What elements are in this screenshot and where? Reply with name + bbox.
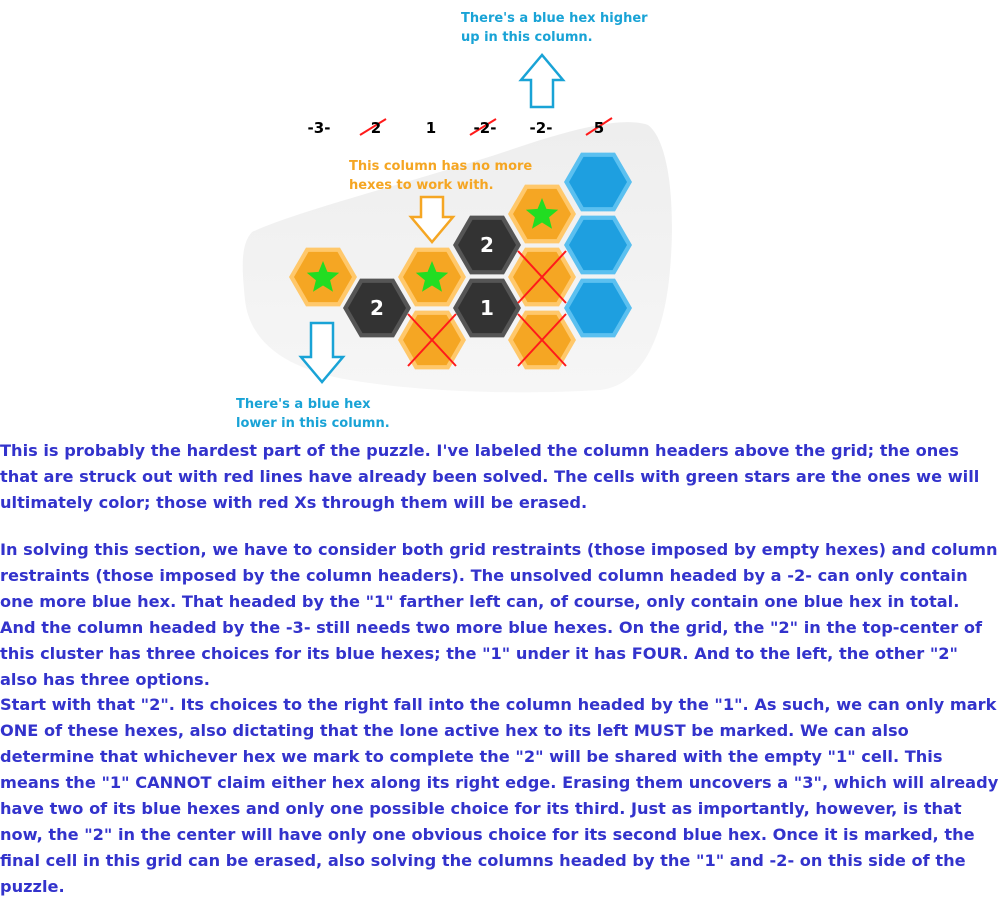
column-header: 2 <box>370 119 382 137</box>
puzzle-figure <box>0 0 1000 440</box>
up-arrow-icon <box>521 55 563 107</box>
clue-number: 2 <box>370 296 384 320</box>
annotation-top: There's a blue hex higher up in this column. <box>461 11 648 45</box>
column-header: -3- <box>307 119 331 137</box>
paragraph: In solving this section, we have to consider both grid restraints (those imposed by empty hexes) and column restraints (those imposed by the column headers). The unsolved column headed by a -2- can only contain one more blue hex. That headed by the "1" farther left can, of course, only contain one blue hex in total. And the column headed by the -3- still needs two more blue hexes. On the grid, the "2" in the top-center of this cluster has three choices for its blue hexes; the "1" under it has FOUR. And to the left, the other "2" also has three options. <box>0 540 998 689</box>
clue-number: 2 <box>480 233 494 257</box>
column-header: -2- <box>529 119 553 137</box>
annotation-bottom: There's a blue hex lower in this column. <box>236 397 390 431</box>
annotation-middle: This column has no more hexes to work with. <box>349 159 533 193</box>
column-header: 1 <box>425 119 437 137</box>
column-header: -2- <box>473 119 497 137</box>
paragraph: Start with that "2". Its choices to the right fall into the column headed by the "1". As such, we can only mark ONE of these hexes, also dictating that the lone active hex to its left MUST be marked. We can also determine that whichever hex we mark to complete the "2" will be shared with the empty "1" cell. This means the "1" CANNOT claim either hex along its right edge. Erasing them uncovers a "3", which will already have two of its blue hexes and only one possible choice for its third. Just as importantly, however, is that now, the "2" in the center will have only one obvious choice for its second blue hex. Once it is marked, the final cell in this grid can be erased, also solving the columns headed by the "1" and -2- on this side of the puzzle. <box>0 695 999 896</box>
paragraph: This is probably the hardest part of the puzzle. I've labeled the column headers above the grid; the ones that are struck out with red lines have already been solved. The cells with green stars are the ones we will ultimately color; those with red Xs through them will be erased. <box>0 441 980 512</box>
clue-number: 1 <box>480 296 494 320</box>
column-header: 5 <box>593 119 605 137</box>
